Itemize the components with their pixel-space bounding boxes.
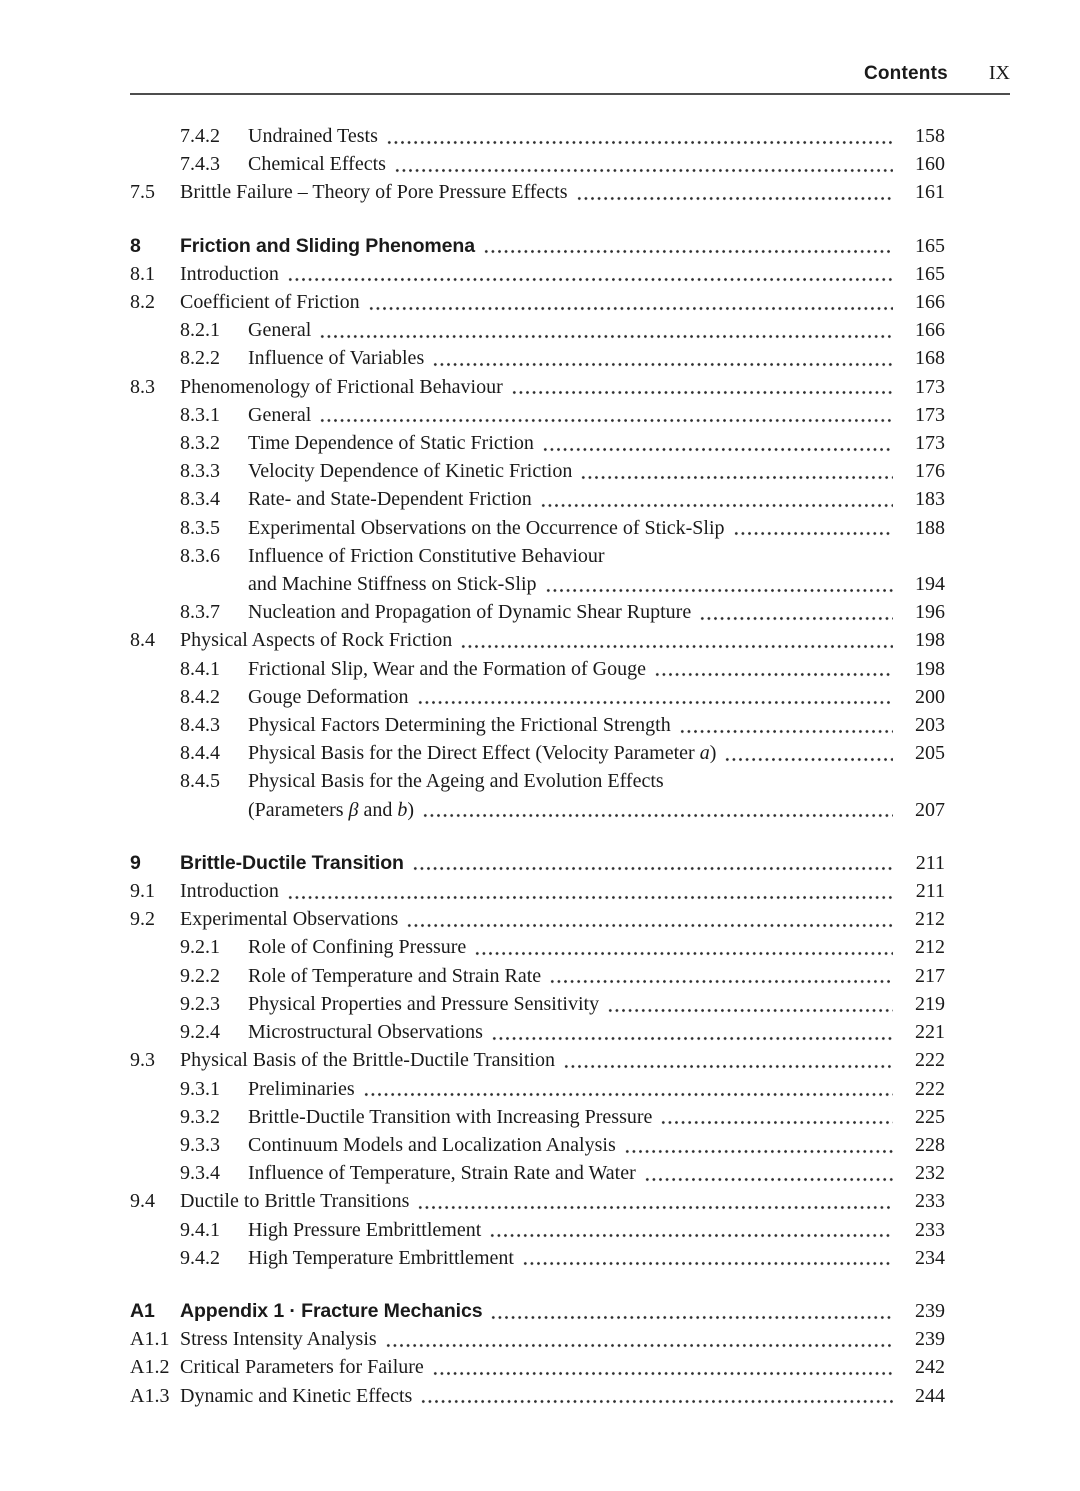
toc-entry-number: 8.3.1 [180, 403, 220, 426]
toc-entry-number: 9.4.1 [180, 1218, 220, 1241]
toc-entry [130, 542, 945, 570]
dot-leader [522, 1244, 893, 1272]
toc-entry-page: 176 [915, 460, 945, 483]
toc-entry-number [180, 570, 248, 598]
toc-entry-title: Frictional Slip, Wear and the Formation of Gouge [248, 657, 646, 680]
toc-entry [130, 1216, 945, 1244]
dot-leader [363, 1075, 893, 1103]
dot-leader [545, 570, 894, 598]
toc-entry-page: 160 [915, 153, 945, 176]
toc-entry [130, 316, 945, 344]
toc-entry [130, 1075, 945, 1103]
toc-entry-number: 9 [130, 851, 141, 874]
toc-entry-page: 217 [915, 964, 945, 987]
dot-leader [422, 796, 893, 824]
toc-entry-number: 9.3 [130, 1049, 155, 1072]
toc-entry-title: Velocity Dependence of Kinetic Friction [248, 460, 573, 483]
toc-entry-title: High Temperature Embrittlement [248, 1246, 514, 1269]
toc-entry-page: 234 [915, 1246, 945, 1269]
dot-leader [460, 626, 893, 654]
toc-entry-title: Undrained Tests [248, 125, 378, 147]
toc-entry-number: 8.3 [130, 375, 155, 398]
toc-entry-title: Nucleation and Propagation of Dynamic Shear Rupture [248, 601, 692, 624]
toc-entry [130, 796, 945, 824]
toc-entry-page: 221 [915, 1021, 945, 1044]
running-head-title: Contents [863, 63, 948, 84]
toc-entry-title: (Parameters β and b) [248, 798, 415, 821]
toc-entry-title: Physical Basis for the Direct Effect (Velocity Parameter a) [248, 742, 717, 765]
toc-entry-title: Physical Aspects of Rock Friction [180, 629, 453, 652]
toc-entry-number: 9.3.4 [180, 1162, 220, 1185]
toc-entry-title: Experimental Observations on the Occurrence of Stick-Slip [248, 516, 725, 539]
toc-entry [130, 905, 945, 933]
dot-leader [563, 1046, 893, 1074]
toc-entry-title: Chemical Effects [248, 153, 386, 176]
toc-entry-number: A1 [130, 1299, 155, 1322]
toc-entry-page: 161 [915, 181, 945, 204]
toc-entry-title: High Pressure Embrittlement [248, 1218, 482, 1241]
toc-entry [130, 178, 945, 206]
toc-entry-title: Experimental Observations [180, 908, 399, 931]
toc-entry [130, 990, 945, 1018]
dot-leader [491, 1018, 893, 1046]
toc-entry-title: Time Dependence of Static Friction [248, 432, 534, 455]
toc-entry-page: 211 [915, 851, 945, 874]
toc-entry [130, 767, 945, 795]
toc-entry [130, 150, 945, 178]
toc-entry [130, 1159, 945, 1187]
toc-entry-page: 165 [915, 234, 945, 257]
toc-entry-page: 183 [915, 488, 945, 511]
toc-entry-number: A1.2 [130, 1356, 170, 1379]
toc-entry-number: 8.4.1 [180, 657, 220, 680]
toc-entry [130, 1103, 945, 1131]
toc-entry [130, 401, 945, 429]
toc-entry [130, 962, 945, 990]
toc-entry-title: Introduction [180, 880, 279, 903]
toc-entry [130, 570, 945, 598]
toc-entry [130, 655, 945, 683]
toc-entry-title: General [248, 319, 312, 342]
toc-entry-number: A1.1 [130, 1328, 170, 1351]
toc-entry-page: 207 [915, 798, 945, 821]
toc-entry-number: 8.3.6 [180, 544, 220, 567]
dot-leader [432, 1353, 893, 1381]
toc-entry-page: 166 [915, 291, 945, 314]
toc-entry-page: 222 [915, 1049, 945, 1072]
toc-entry [130, 288, 945, 316]
toc-entry-number: 9.2 [130, 908, 155, 931]
toc-entry-number: 9.2.4 [180, 1021, 220, 1044]
toc-entry-number: 8.4.5 [180, 770, 220, 793]
header-rule [130, 93, 1010, 95]
dot-leader [319, 401, 893, 429]
toc-entry-title: Brittle-Ductile Transition [180, 851, 404, 874]
toc-entry-page: 198 [915, 657, 945, 680]
toc-entry-page: 194 [915, 573, 945, 596]
toc-entry-number: A1.3 [130, 1384, 170, 1407]
toc-entry-title: Influence of Friction Constitutive Behaviour [248, 544, 605, 567]
dot-leader [490, 1297, 893, 1325]
toc-entry-page: 232 [915, 1162, 945, 1185]
dot-leader [394, 150, 893, 178]
toc-entry-title: Friction and Sliding Phenomena [180, 234, 475, 257]
dot-leader [607, 990, 893, 1018]
toc-entry-number: 8.2 [130, 291, 155, 314]
toc-entry-page: 211 [915, 880, 945, 903]
toc-entry-number: 9.3.3 [180, 1133, 220, 1156]
toc-entry-title: Brittle-Ductile Transition with Increasing Pressure [248, 1105, 653, 1128]
toc-entry-number: 9.1 [130, 880, 155, 903]
toc-entry [130, 1187, 945, 1215]
toc-entry [130, 933, 945, 961]
toc-entry-page: 196 [915, 601, 945, 624]
toc-entry [130, 1297, 945, 1325]
dot-leader [624, 1131, 893, 1159]
toc-entry-number: 8.4.3 [180, 714, 220, 737]
toc-entry-title: Microstructural Observations [248, 1021, 483, 1044]
toc-entry [130, 711, 945, 739]
toc-entry-title: Stress Intensity Analysis [180, 1328, 377, 1351]
toc-entry-page: 173 [915, 432, 945, 455]
toc-entry [130, 683, 945, 711]
toc-entry-title: Ductile to Brittle Transitions [180, 1190, 410, 1213]
dot-leader [432, 344, 893, 372]
dot-leader [489, 1216, 893, 1244]
dot-leader [287, 877, 893, 905]
toc-entry-page: 225 [915, 1105, 945, 1128]
toc-entry-number: 9.4 [130, 1190, 155, 1213]
toc-entry-page: 203 [915, 714, 945, 737]
page-header [130, 0, 1010, 85]
toc-entry-title: Critical Parameters for Failure [180, 1356, 424, 1379]
toc-entry-number: 8.2.2 [180, 347, 220, 370]
dot-leader [417, 683, 893, 711]
toc-entry-title: General [248, 403, 312, 426]
toc-entry-page: 188 [915, 516, 945, 539]
table-of-contents [130, 122, 1010, 1410]
dot-leader [733, 514, 893, 542]
toc-entry-number: 9.2.3 [180, 992, 220, 1015]
dot-leader [679, 711, 893, 739]
toc-entry-number: 7.4.3 [180, 153, 220, 176]
toc-entry-number: 8.3.2 [180, 432, 220, 455]
toc-entry-number: 8.4 [130, 629, 155, 652]
toc-entry-page: 228 [915, 1133, 945, 1156]
toc-entry-number: 8.3.7 [180, 601, 220, 624]
dot-leader [386, 122, 893, 150]
toc-entry [130, 514, 945, 542]
dot-leader [699, 598, 893, 626]
toc-entry-number: 8.3.3 [180, 460, 220, 483]
toc-entry-number: 9.2.2 [180, 964, 220, 987]
dot-leader [287, 260, 893, 288]
toc-entry [130, 1046, 945, 1074]
dot-leader [542, 429, 893, 457]
toc-entry [130, 877, 945, 905]
toc-entry [130, 122, 945, 150]
toc-entry [130, 232, 945, 260]
dot-leader [511, 373, 893, 401]
toc-entry-number: 8.1 [130, 262, 155, 285]
toc-entry [130, 429, 945, 457]
toc-entry [130, 626, 945, 654]
toc-entry-title: Dynamic and Kinetic Effects [180, 1384, 413, 1407]
toc-entry-title: Introduction [180, 262, 279, 285]
toc-entry-page: 239 [915, 1299, 945, 1322]
toc-entry [130, 849, 945, 877]
toc-entry-page: 173 [915, 375, 945, 398]
toc-entry-page: 205 [915, 742, 945, 765]
toc-entry-title: Physical Basis of the Brittle-Ductile Transition [180, 1049, 555, 1072]
dot-leader [319, 316, 893, 344]
dot-leader [660, 1103, 893, 1131]
dot-leader [406, 905, 893, 933]
toc-entry-page: 166 [915, 319, 945, 342]
dot-leader [644, 1159, 893, 1187]
toc-entry-page: 222 [915, 1077, 945, 1100]
toc-entry-number: 9.3.1 [180, 1077, 220, 1100]
dot-leader [412, 849, 893, 877]
toc-entry-page: 165 [915, 262, 945, 285]
toc-entry-title: Physical Basis for the Ageing and Evolution Effects [248, 770, 664, 793]
toc-entry [130, 739, 945, 767]
toc-entry-page: 239 [915, 1328, 945, 1351]
dot-leader [385, 1325, 893, 1353]
toc-entry-title: Appendix 1 · Fracture Mechanics [180, 1299, 483, 1322]
toc-entry-page: 200 [915, 685, 945, 708]
toc-entry-title: Role of Confining Pressure [248, 936, 467, 959]
dot-leader [368, 288, 893, 316]
toc-entry-page: 233 [915, 1218, 945, 1241]
toc-entry [130, 260, 945, 288]
toc-entry [130, 344, 945, 372]
toc-entry-title: Rate- and State-Dependent Friction [248, 488, 532, 511]
toc-entry-title: Gouge Deformation [248, 685, 409, 708]
toc-entry-page: 233 [915, 1190, 945, 1213]
dot-leader [724, 739, 893, 767]
toc-entry [130, 457, 945, 485]
toc-entry [130, 373, 945, 401]
dot-leader [474, 933, 893, 961]
toc-entry [130, 1325, 945, 1353]
dot-leader [580, 457, 893, 485]
toc-entry-page: 212 [915, 908, 945, 931]
toc-entry-title: Coefficient of Friction [180, 291, 360, 314]
toc-entry-page: 219 [915, 992, 945, 1015]
dot-leader [483, 232, 893, 260]
toc-entry [130, 1353, 945, 1381]
toc-entry-title: Role of Temperature and Strain Rate [248, 964, 542, 987]
toc-entry-page: 158 [915, 125, 945, 147]
toc-entry-title: Preliminaries [248, 1077, 355, 1100]
toc-entry [130, 598, 945, 626]
toc-entry-page: 198 [915, 629, 945, 652]
dot-leader [576, 178, 894, 206]
toc-entry [130, 1131, 945, 1159]
toc-entry-title: Physical Factors Determining the Frictional Strength [248, 714, 671, 737]
toc-entry [130, 1244, 945, 1272]
toc-entry [130, 485, 945, 513]
toc-entry-page: 242 [915, 1356, 945, 1379]
dot-leader [654, 655, 893, 683]
toc-entry-title: Influence of Variables [248, 347, 425, 370]
page-number-roman: IX [988, 62, 1010, 84]
toc-entry-title: Physical Properties and Pressure Sensitivity [248, 992, 600, 1015]
toc-entry-number: 8.4.4 [180, 742, 220, 765]
book-page [130, 0, 1010, 1410]
toc-entry-number: 9.3.2 [180, 1105, 220, 1128]
toc-entry-page: 168 [915, 347, 945, 370]
toc-entry-page: 212 [915, 936, 945, 959]
toc-entry-number: 7.5 [130, 181, 155, 204]
toc-entry-number: 8.3.4 [180, 488, 220, 511]
toc-entry-number [180, 796, 248, 824]
dot-leader [549, 962, 893, 990]
toc-entry-number: 8.3.5 [180, 516, 220, 539]
dot-leader [420, 1382, 893, 1410]
toc-entry-title: Brittle Failure – Theory of Pore Pressure Effects [180, 181, 568, 204]
toc-entry [130, 1018, 945, 1046]
toc-entry-number: 9.2.1 [180, 936, 220, 959]
toc-entry-page: 244 [915, 1384, 945, 1407]
dot-leader [540, 485, 893, 513]
toc-entry-title: Continuum Models and Localization Analysis [248, 1133, 616, 1156]
toc-entry-number: 7.4.2 [180, 125, 220, 147]
toc-entry-number: 9.4.2 [180, 1246, 220, 1269]
toc-entry-title: Phenomenology of Frictional Behaviour [180, 375, 503, 398]
toc-entry-page: 173 [915, 403, 945, 426]
toc-entry-number: 8 [130, 234, 141, 257]
toc-entry-title: and Machine Stiffness on Stick-Slip [248, 573, 537, 596]
toc-entry-number: 8.2.1 [180, 319, 220, 342]
toc-entry-number: 8.4.2 [180, 685, 220, 708]
toc-entry [130, 1382, 945, 1410]
toc-entry-title: Influence of Temperature, Strain Rate and Water [248, 1162, 636, 1185]
dot-leader [417, 1187, 893, 1215]
